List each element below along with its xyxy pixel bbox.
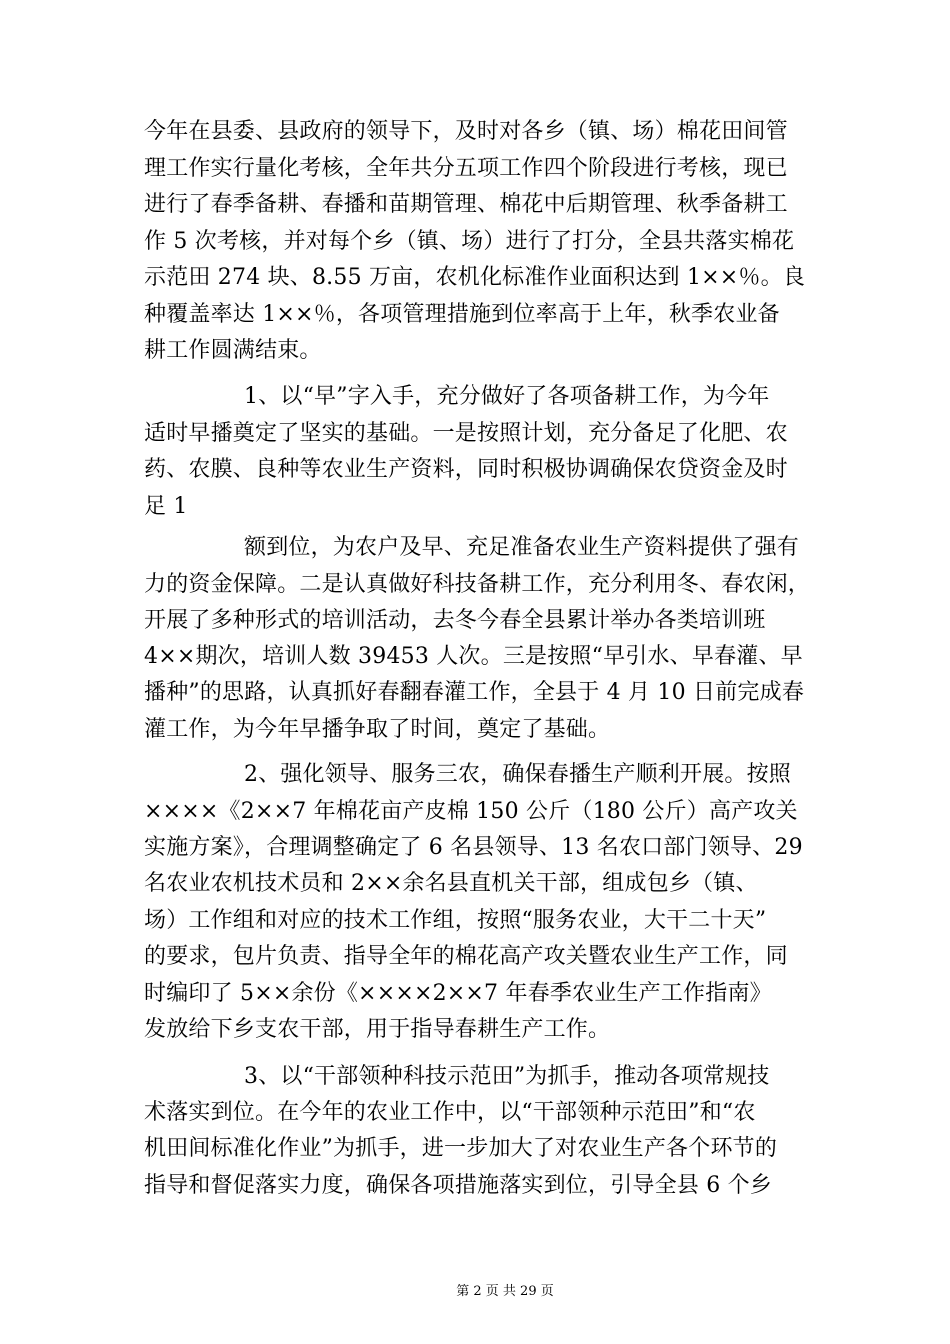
- text-line: 种覆盖率达 1××％，各项管理措施到位率高于上年，秋季农业备: [144, 302, 780, 327]
- text-line: 发放给下乡支农干部，用于指导春耕生产工作。: [144, 1017, 611, 1042]
- text-line: 耕工作圆满结束。: [144, 338, 322, 363]
- text-line: 灌工作，为今年早播争取了时间，奠定了基础。: [144, 717, 611, 742]
- text-line: 适时早播奠定了坚实的基础。一是按照计划，充分备足了化肥、农: [144, 421, 788, 446]
- paragraph-start-line: 3、以“干部领种科技示范田”为抓手，推动各项常规技: [244, 1064, 770, 1089]
- text-line: ××××《2××7 年棉花亩产皮棉 150 公斤（180 公斤）高产攻关: [144, 799, 798, 824]
- text-line: 药、农膜、良种等农业生产资料，同时积极协调确保农贷资金及时: [144, 457, 788, 482]
- text-line: 播种”的思路，认真抓好春翻春灌工作，全县于 4 月 10 日前完成春: [144, 680, 805, 705]
- text-line: 足 1: [144, 494, 188, 519]
- text-line: 场）工作组和对应的技术工作组，按照“服务农业，大干二十天”: [144, 908, 767, 933]
- text-line: 开展了多种形式的培训活动，去冬今春全县累计举办各类培训班: [144, 608, 766, 633]
- text-line: 名农业农机技术员和 2××余名县直机关干部，组成包乡（镇、: [144, 871, 758, 896]
- page-number-footer: 第 2 页 共 29 页: [456, 1284, 554, 1299]
- paragraph-start-line: 1、以“早”字入手，充分做好了各项备耕工作，为今年: [244, 384, 770, 409]
- text-line: 时编印了 5××余份《××××2××7 年春季农业生产工作指南》: [144, 981, 772, 1006]
- paragraph-start-line: 额到位，为农户及早、充足准备农业生产资料提供了强有: [244, 535, 800, 560]
- text-line: 作 5 次考核，并对每个乡（镇、场）进行了打分，全县共落实棉花: [144, 229, 795, 254]
- text-line: 理工作实行量化考核，全年共分五项工作四个阶段进行考核，现已: [144, 156, 788, 181]
- text-line: 力的资金保障。二是认真做好科技备耕工作，充分利用冬、春农闲，: [144, 572, 811, 597]
- text-line: 实施方案》，合理调整确定了 6 名县领导、13 名农口部门领导、29: [144, 835, 803, 860]
- text-line: 机田间标准化作业”为抓手，进一步加大了对农业生产各个环节的: [144, 1136, 778, 1161]
- paragraph-start-line: 2、强化领导、服务三农，确保春播生产顺利开展。按照: [244, 762, 791, 787]
- text-line: 示范田 274 块、8.55 万亩，农机化标准作业面积达到 1××％。良: [144, 265, 806, 290]
- text-line: 今年在县委、县政府的领导下，及时对各乡（镇、场）棉花田间管: [144, 119, 788, 144]
- text-line: 指导和督促落实力度，确保各项措施落实到位，引导全县 6 个乡: [144, 1173, 772, 1198]
- text-line: 4××期次，培训人数 39453 人次。三是按照“早引水、早春灌、早: [144, 644, 803, 669]
- text-line: 的要求，包片负责、指导全年的棉花高产攻关暨农业生产工作，同: [144, 944, 788, 969]
- text-line: 进行了春季备耕、春播和苗期管理、棉花中后期管理、秋季备耕工: [144, 192, 788, 217]
- text-line: 术落实到位。在今年的农业工作中，以“干部领种示范田”和“农: [144, 1100, 756, 1125]
